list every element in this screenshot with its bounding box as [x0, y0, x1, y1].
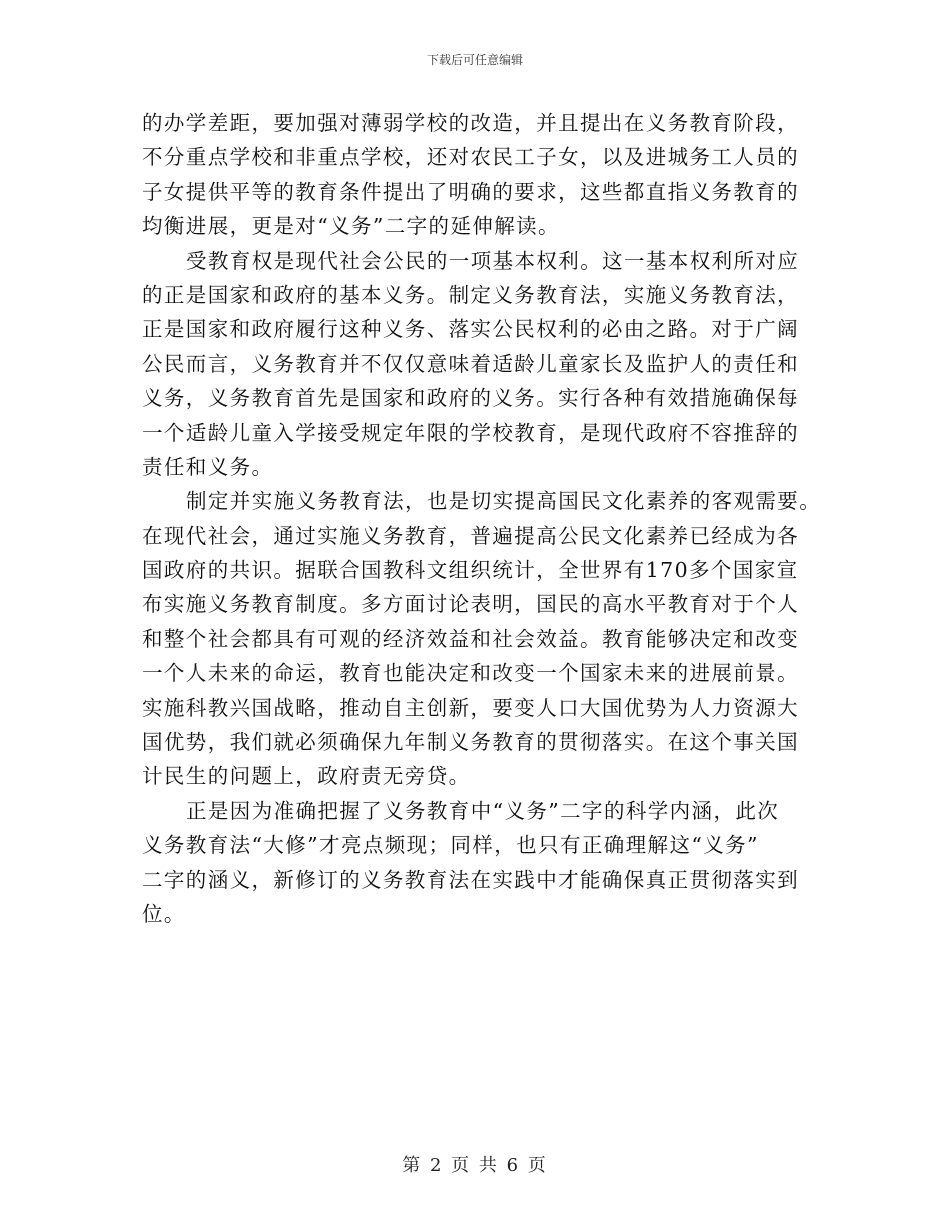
text-line: 布实施义务教育制度。多方面讨论表明，国民的高水平教育对于个人: [142, 592, 799, 617]
text-line: 子女提供平等的教育条件提出了明确的要求，这些都直指义务教育的: [142, 179, 799, 204]
text-line: 制定并实施义务教育法，也是切实提高国民文化素养的客观需要。: [186, 489, 822, 514]
text-line: 位。: [142, 901, 186, 926]
paragraph-2: [142, 244, 822, 485]
text-line: 二字的涵义，新修订的义务教育法在实践中才能确保真正贯彻落实到: [142, 867, 799, 892]
text-line: 国优势，我们就必须确保九年制义务教育的贯彻落实。在这个事关国: [142, 730, 799, 755]
paragraph-4: [142, 794, 822, 932]
text-line: 计民生的问题上，政府责无旁贷。: [142, 764, 471, 789]
text-line: 受教育权是现代社会公民的一项基本权利。这一基本权利所对应: [186, 248, 800, 273]
text-line: 不分重点学校和非重点学校，还对农民工子女，以及进城务工人员的: [142, 145, 799, 170]
text-line: 在现代社会，通过实施义务教育，普遍提高公民文化素养已经成为各: [142, 523, 799, 548]
text-line: 的正是国家和政府的基本义务。制定义务教育法，实施义务教育法，: [142, 282, 799, 307]
text-line: 一个适龄儿童入学接受规定年限的学校教育，是现代政府不容推辞的: [142, 420, 799, 445]
text-line: 国政府的共识。据联合国教科文组织统计，全世界有170多个国家宣: [142, 558, 799, 583]
document-body: [142, 106, 822, 931]
text-line: 均衡进展，更是对“义务”二字的延伸解读。: [142, 214, 560, 239]
paragraph-3: [142, 484, 822, 794]
text-line: 和整个社会都具有可观的经济效益和社会效益。教育能够决定和改变: [142, 626, 799, 651]
page-header: 下载后可任意编辑: [426, 53, 523, 67]
text-line: 一个人未来的命运，教育也能决定和改变一个国家未来的进展前景。: [142, 661, 799, 686]
text-line: 实施科教兴国战略，推动自主创新，要变人口大国优势为人力资源大: [142, 695, 799, 720]
text-line: 的办学差距，要加强对薄弱学校的改造，并且提出在义务教育阶段，: [142, 111, 799, 135]
text-line: 正是因为准确把握了义务教育中“义务”二字的科学内涵，此次: [186, 798, 780, 823]
page-number: 第 2 页 共 6 页: [402, 1155, 548, 1176]
paragraph-1: [142, 106, 822, 244]
text-line: 义务，义务教育首先是国家和政府的义务。实行各种有效措施确保每: [142, 386, 799, 411]
text-line: 公民而言，义务教育并不仅仅意味着适龄儿童家长及监护人的责任和: [142, 351, 799, 376]
text-line: 责任和义务。: [142, 454, 274, 479]
text-line: 义务教育法“大修”才亮点频现；同样，也只有正确理解这“义务”: [142, 833, 759, 858]
text-line: 正是国家和政府履行这种义务、落实公民权利的必由之路。对于广阔: [142, 317, 799, 342]
